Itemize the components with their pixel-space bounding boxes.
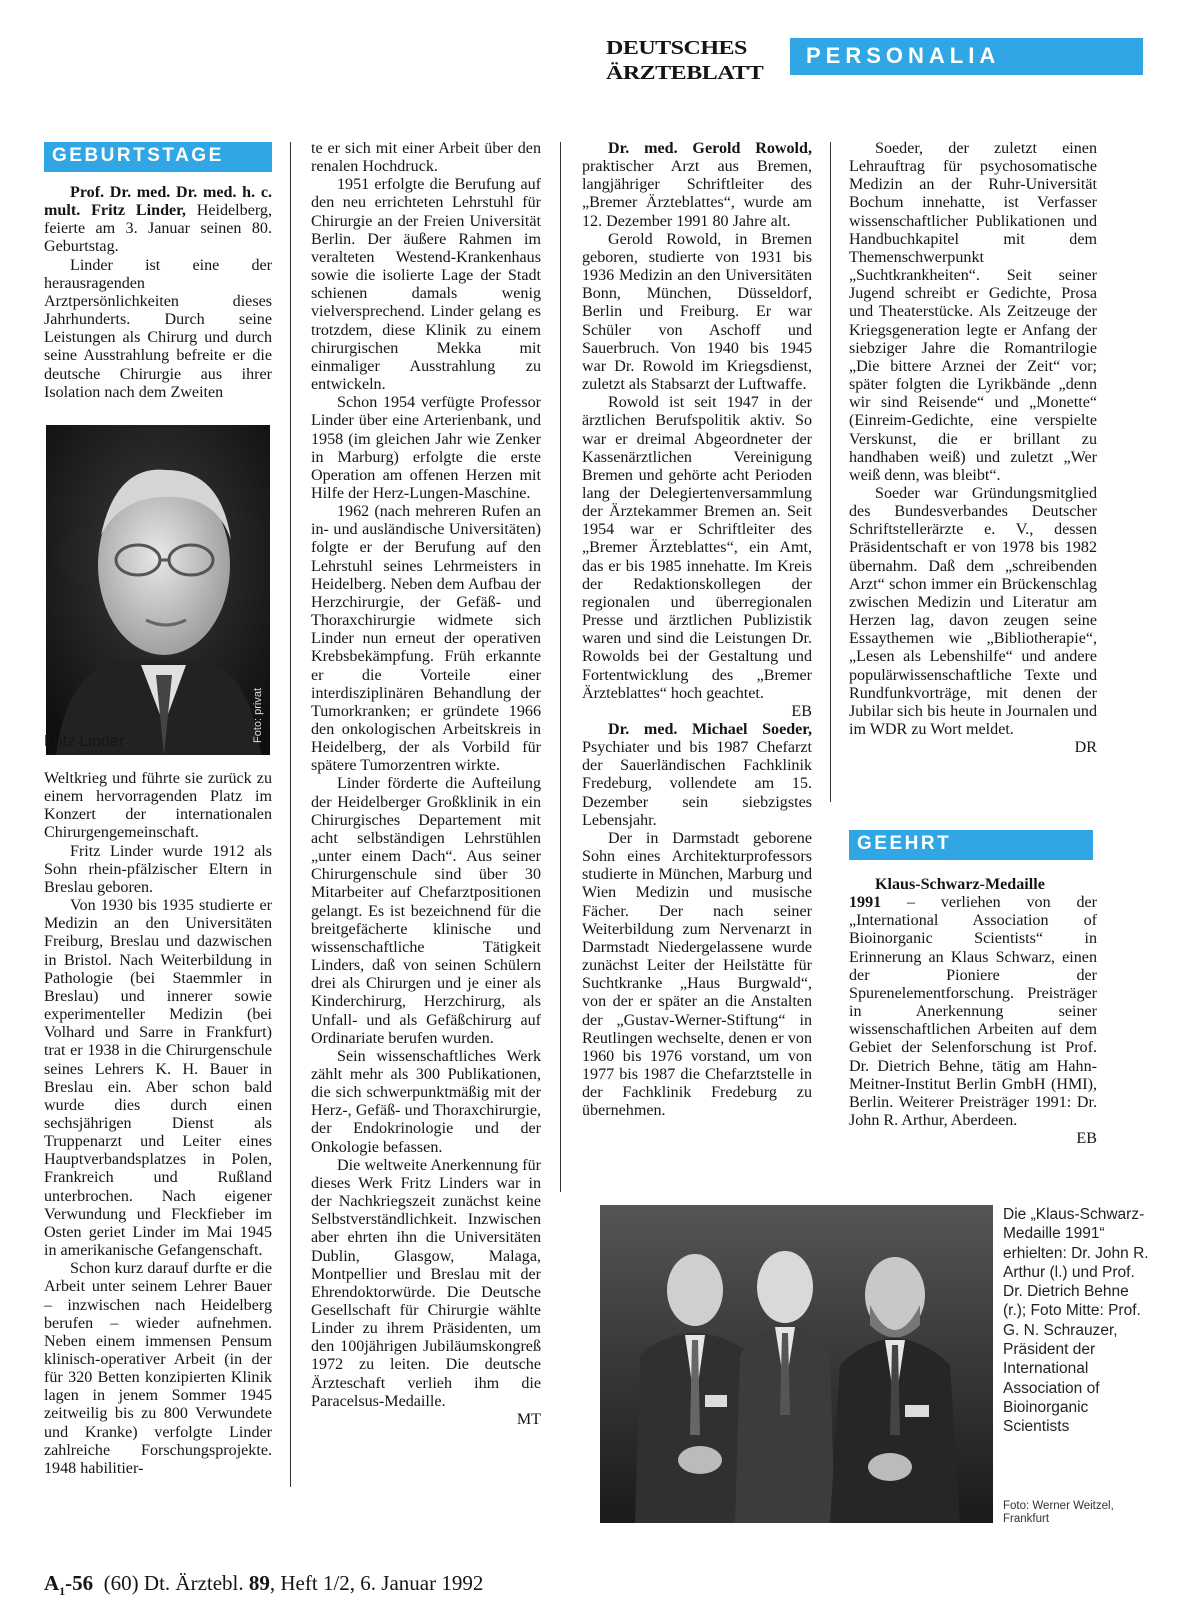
section-header-honored: GEEHRT [849, 830, 1093, 860]
award-year: 1991 [849, 894, 882, 912]
author-initials: EB [1076, 1130, 1097, 1148]
lead-name: Dr. med. Michael Soeder, [608, 721, 812, 738]
column-divider [830, 142, 831, 802]
lead-name: Prof. Dr. med. Dr. med. h. c. mult. Fritz Linder, [44, 184, 272, 220]
paragraph: Rowold ist seit 1947 in der ärztlichen Berufspolitik aktiv. So war er dreimal Abgeordneter der Kassenärztlichen Vereinigung Bremen und gehörte acht Perioden lang der Delegiertenversammlung der Ärztekammer Bremen an. Seit 1954 war er Schriftleiter des „Bremer Ärzteblattes“, ein Amt, das er bis 1985 innehatte. Im Kreis der Redaktionskollegen der regionalen und überregionalen Presse und ärztlichen Publizistik waren und sind die Leistungen Dr. Rowolds bei der Gestaltung und Fortentwicklung des „Bremer Ärzteblattes“ hoch geachtet. [582, 394, 812, 702]
paragraph: Schon 1954 verfügte Professor Linder über eine Arterienbank, und 1958 (im gleichen Jahr wie Zenker in Marburg) erfolgte die erste Operation am offenen Herzen mit Hilfe der Herz-Lungen-Maschine. [311, 394, 541, 502]
article-linder-part3 [311, 140, 541, 1429]
article-lead [582, 721, 812, 830]
article-linder-part2 [44, 770, 272, 1478]
page-ref-sub: 1 [59, 1584, 66, 1599]
photo-caption: Fritz Linder [44, 733, 125, 750]
portrait-photo [46, 425, 270, 755]
paragraph: Linder förderte die Aufteilung der Heidelberger Großklinik in ein Chirurgisches Departement mit acht selbständigen Lehrstühlen „unter einem Dach“. Aus seiner Chirurgenschule sind über 30 Mitarbeiter auf Chefarztpositionen gelangt. Es ist bezeichnend für die breitgefächerte klinische und wissenschaftliche Tätigkeit Linders, daß von seinen Schülern drei als Chirurgen und je einer als Kinderchirurg, Herzchirurg, als Unfall- und als Gefäßchirurg auf Ordinariate berufen wurden. [311, 775, 541, 1047]
paragraph: Soeder, der zuletzt einen Lehrauftrag für psychosomatische Medizin an der Ruhr-Universität Bochum innehatte, ist Verfasser wissenschaftlicher Publikationen und Handbuchkapitel mit dem Themenschwerpunkt „Suchtkrankheiten“. Seit seiner Jugend schreibt er Gedichte, Prosa und Theaterstücke. Als Zeitzeuge der Kriegsgeneration legte er Anfang der siebziger Jahre die Romantrilogie „Die bittere Arznei der Zeit“ vor; später folgten die Lyrikbände „denn wir sind Reisende“ und „Monette“ (Einreim-Gedichte, eine verspielte Verskunst, die er brillant zu handhaben weiß) und zuletzt „Wer weiß denn, was bleibt“. [849, 140, 1097, 484]
section-header-birthdays: GEBURTSTAGE [44, 142, 272, 172]
group-photo-credit: Foto: Werner Weitzel, Frankfurt [1003, 1500, 1114, 1525]
group-photo-caption: Die „Klaus-Schwarz-Medaille 1991“ erhielten: Dr. John R. Arthur (l.) und Prof. Dr. Dietrich Behne (r.); Foto Mitte: Prof. G. N. Schrauzer, Präsident der International Association of Bioinorganic Scientists [1003, 1206, 1149, 1436]
article-lead [582, 140, 812, 231]
award-title [849, 876, 1097, 894]
portrait-image [46, 425, 270, 755]
paragraph: Sein wissenschaftliches Werk zählt mehr als 300 Publikationen, die sich schwerpunktmäßig mit der Herz-, Gefäß- und Thoraxchirurgie, der Endokrinologie und der Onkologie befassen. [311, 1047, 541, 1156]
award-description: – verliehen von der „International Association of Bioinorganic Scientists“ in Erinnerung an Klaus Schwarz, einen der Pioniere der Spurenelementforschung. Preisträger in Anerkennung seiner wissenschaftlichen Arbeiten auf dem Gebiet der Selenforschung ist Prof. Dr. Dietrich Behne, tätig am Hahn-Meitner-Institut Berlin GmbH (HMI), Berlin. Weiterer Preisträger 1991: Dr. John R. Arthur, Aberdeen. [849, 894, 1097, 1130]
paragraph: Die weltweite Anerkennung für dieses Werk Fritz Linders war in der Nachkriegszeit zunächst keine Selbstverständlichkeit. Inzwischen aber ehrten ihn die Universitäten Dublin, Glasgow, Malaga, Montpellier und Breslau mit der Ehrendoktorwürde. Die Deutsche Gesellschaft für Chirurgie wählte Linder zu ihrem Präsidenten, um den 100jährigen Jubiläumskongreß 1972 zu leiten. Die deutsche Ärzteschaft verlieh ihm die Paracelsus-Medaille. [311, 1156, 541, 1410]
section-banner-title: PERSONALIA [806, 43, 1001, 68]
paragraph: Fritz Linder wurde 1912 als Sohn rhein-pfälzischer Eltern in Breslau geboren. [44, 842, 272, 896]
article-rowold-soeder [582, 140, 812, 1120]
paragraph: 1962 (nach mehreren Rufen an in- und ausländische Universitäten) folgte er der Berufung auf den Lehrstuhl seines Lehrmeisters in Heidelberg. Neben dem Aufbau der Herzchirurgie, der Gefäß- und Thoraxchirurgie widmete sich Linder nun erneut der operativen Krebsbekämpfung. Früh erkannte er die Vorteile einer interdisziplinären Behandlung der Tumorkranken; er gründete 1966 den onkologischen Arbeitskreis in Heidelberg, der als Vorbild für spätere Tumorzentren wirkte. [311, 503, 541, 775]
page-reference [44, 1571, 94, 1599]
paragraph: Weltkrieg und führte sie zurück zu einem hervorragenden Platz im Konzert der internationalen Chirurgengemeinschaft. [44, 770, 272, 842]
issue-info-post: , Heft 1/2, 6. Januar 1992 [269, 1571, 484, 1595]
lead-text: praktischer Arzt aus Bremen, langjähriger Schriftleiter des „Bremer Ärzteblattes“, wurde am 12. Dezember 1991 80 Jahre alt. [582, 158, 812, 230]
issue-info-pre: (60) Dt. Ärztebl. [103, 1571, 249, 1595]
logo-line-2: ÄRZTEBLATT [606, 62, 764, 85]
author-initials: MT [516, 1410, 541, 1428]
award-name: Klaus-Schwarz-Medaille [875, 876, 1045, 893]
logo-line-1: DEUTSCHES [606, 37, 747, 60]
section-banner [790, 38, 1143, 75]
column-divider [560, 142, 561, 1192]
volume-number: 89 [248, 1571, 270, 1595]
paragraph: Der in Darmstadt geborene Sohn eines Architekturprofessors studierte in München, Marburg und Wien Medizin und musische Fächer. Der nach seiner Weiterbildung zum Nervenarzt in Darmstadt Niedergelassene wurde zunächst Leiter der Heilstätte für Suchtkranke „Haus Burgwald“, von der er später an die Anstalten der „Gustav-Werner-Stiftung“ in Reutlingen wechselte, denen er von 1960 bis 1976 vorstand, um von 1977 bis 1987 die Chefarztstelle in der Fachklinik Fredeburg zu übernehmen. [582, 829, 812, 1120]
award-text [849, 894, 1097, 1130]
article-klaus-schwarz-medal [849, 876, 1097, 1148]
paragraph: te er sich mit einer Arbeit über den renalen Hochdruck. [311, 140, 541, 176]
paragraph: Von 1930 bis 1935 studierte er Medizin an den Universitäten Freiburg, Breslau und dazwischen in Bristol. Nach Weiterbildung in Pathologie (bei Staemmler in Breslau) und innerer sowie experimenteller Medizin (bei Volhard und Sarre in Frankfurt) trat er 1938 in die Chirurgenschule seines Lehrers K. H. Bauer in Breslau ein. Aber schon bald wurde dies durch einen sechsjährigen Dienst als Truppenarzt und Leiter eines Hauptverbandsplatzes in Polen, Frankreich und Rußland unterbrochen. Nach eigener Verwundung und Fleckfieber im Osten geriet Linder im Mai 1945 in amerikanische Gefangenschaft. [44, 897, 272, 1260]
page-ref-number: -56 [65, 1571, 94, 1595]
photo-credit: Foto: privat [252, 687, 264, 743]
paragraph: Gerold Rowold, in Bremen geboren, studierte von 1931 bis 1936 Medizin an den Universitäten Bonn, München, Düsseldorf, Berlin und Freiburg. Er war Schüler von Aschoff und Sauerbruch. Von 1940 bis 1945 war Dr. Rowold im Kriegsdienst, zuletzt als Stabsarzt der Luftwaffe. [582, 230, 812, 394]
award-group-photo [600, 1205, 993, 1523]
author-initials: EB [791, 702, 812, 720]
column-divider [290, 142, 291, 1487]
paragraph: Linder ist eine der herausragenden Arztpersönlichkeiten dieses Jahrhunderts. Durch seine Leistungen als Chirurg und durch seine Ausstrahlung befreite er die deutsche Chirurgie aus ihrer Isolation nach dem Zweiten [44, 256, 272, 401]
paragraph: 1951 erfolgte die Berufung auf den neu errichteten Lehrstuhl für Chirurgie an der Freien Universität Berlin. Der äußere Rahmen im veralteten Westend-Krankenhaus sowie die isolierte Lage der Stadt schienen damals wenig vielversprechend. Linder gelang es trotzdem, diese Klinik zu einem chirurgischen Mekka mit einmaliger Ausstrahlung zu entwickeln. [311, 176, 541, 394]
page-ref-letter: A [44, 1571, 60, 1595]
lead-text: Psychiater und bis 1987 Chefarzt der Sauerländischen Fachklinik Fredeburg, vollendete am 15. Dezember sein siebzigstes Lebensjahr. [582, 739, 812, 829]
article-soeder-continued [849, 140, 1097, 757]
paragraph: Schon kurz darauf durfte er die Arbeit unter seinem Lehrer Bauer – inzwischen nach Heidelberg berufen – wieder aufnehmen. Neben einem immensen Pensum klinisch-operativer Arbeit (in der für 320 Betten konzipierten Klinik lagen in jenem Sommer 1945 zeitweilig bis zu 800 Verwundete und Kranke) verfolgte Linder zahlreiche Forschungsprojekte. 1948 habilitier- [44, 1260, 272, 1477]
article-lead [44, 184, 272, 257]
paragraph: Soeder war Gründungsmitglied des Bundesverbandes Deutscher Schriftstellerärzte e. V., dessen Präsidentschaft er von 1978 bis 1982 übernahm. Daß dem „schreibenden Arzt“ schon immer ein Brückenschlag zwischen Medizin und Literatur am Herzen lag, davon zeugen seine Essaythemen wie „Bibliotherapie“, „Lesen als Lebenshilfe“ und andere populärwissenschaftliche Texte und Rundfunkvorträge, mit denen der Jubilar sich bis heute in Journalen und im WDR zu Wort meldet. [849, 484, 1097, 738]
lead-name: Dr. med. Gerold Rowold, [608, 140, 812, 157]
page-footer [44, 1571, 483, 1599]
group-photo-image [600, 1205, 993, 1523]
lead-text: Heidelberg, feierte am 3. Januar seinen 80. Geburtstag. [44, 202, 272, 256]
article-linder-part1 [44, 184, 272, 402]
journal-logo [606, 38, 776, 88]
author-initials: DR [1074, 739, 1097, 757]
